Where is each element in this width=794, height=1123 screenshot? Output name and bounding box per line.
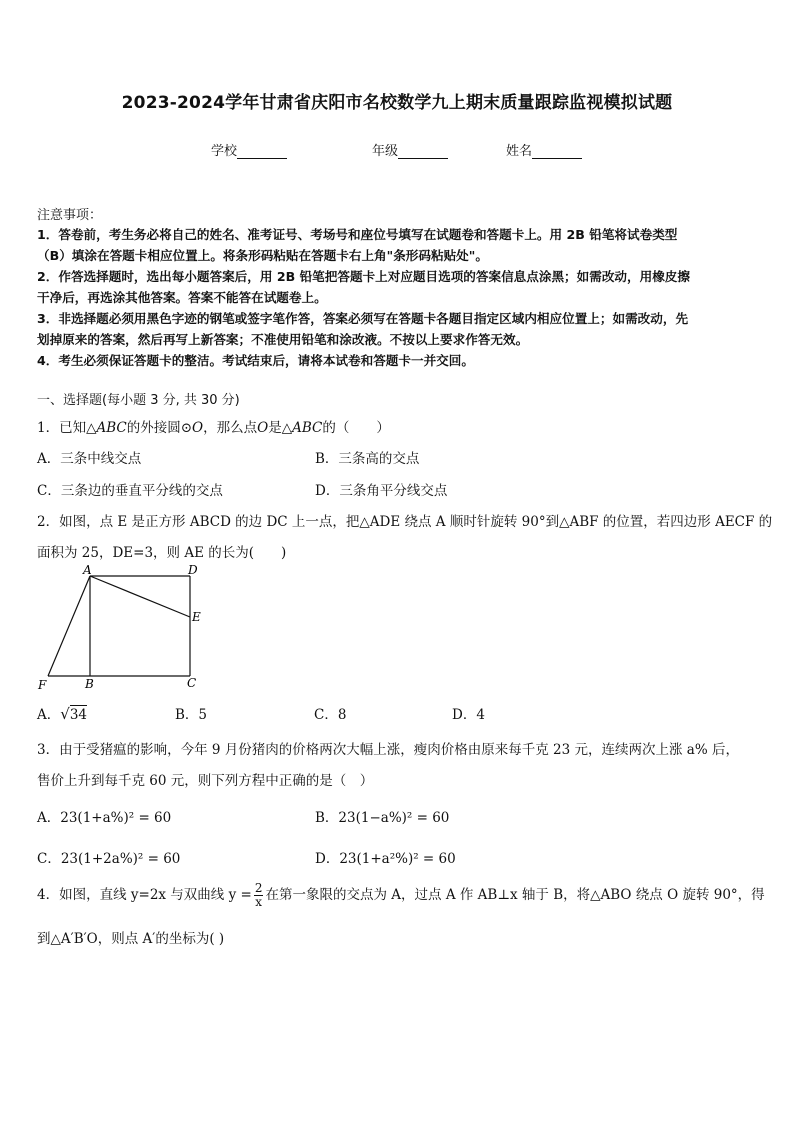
note-line: （B）填涂在答题卡相应位置上。将条形码粘贴在答题卡右上角"条形码粘贴处"。 <box>37 248 488 263</box>
segment-af <box>48 576 90 676</box>
q1-text: ，那么点 <box>203 420 258 436</box>
q1-text: 是 <box>268 420 282 436</box>
q1-text: 的（ ） <box>322 420 390 436</box>
name-label: 姓名 <box>506 144 533 159</box>
label-c: C <box>187 676 197 690</box>
q2-option-d: D．4 <box>452 707 485 723</box>
q2-option-a <box>37 703 87 723</box>
q3-option-b: B．23(1−a%)² = 60 <box>315 810 450 826</box>
q3-option-d: D．23(1+a²%)² = 60 <box>315 851 456 867</box>
q2-figure <box>30 560 210 694</box>
question-1-stem <box>37 416 390 436</box>
school-blank <box>237 145 287 159</box>
note-line: 3．非选择题必须用黑色字迹的钢笔或签字笔作答，答案必须写在答题卡各题目指定区域内相应位置上；如需改动，先 <box>37 311 689 326</box>
label-e: E <box>192 610 201 624</box>
notes-heading: 注意事项： <box>37 208 103 223</box>
q1-triangle: △ABC <box>281 420 323 436</box>
school-field <box>211 140 287 159</box>
q3-option-c: C．23(1+2a%)² = 60 <box>37 851 181 867</box>
q4-text: 4．如图，直线 y=2x 与双曲线 y = <box>37 887 252 903</box>
note-line: 干净后，再选涂其他答案。答案不能答在试题卷上。 <box>37 290 327 305</box>
fraction-2-over-x <box>254 882 264 909</box>
q2-option-a-label: A． <box>37 707 61 723</box>
q2-option-c: C．8 <box>314 707 347 723</box>
note-line: 1．答卷前，考生务必将自己的姓名、准考证号、考场号和座位号填写在试题卷和答题卡上。用 2B 铅笔将试卷类型 <box>37 227 678 242</box>
segment-ae <box>90 576 190 617</box>
q1-text: 1．已知 <box>37 420 87 436</box>
q4-text: 在第一象限的交点为 A，过点 A 作 AB⊥x 轴于 B，将△ABO 绕点 O 旋转 90°，得 <box>265 887 765 903</box>
label-d: D <box>188 563 198 577</box>
note-line: 2．作答选择题时，选出每小题答案后，用 2B 铅笔把答题卡上对应题目选项的答案信息点涂黑；如需改动，用橡皮擦 <box>37 269 690 284</box>
name-field <box>506 140 582 159</box>
grade-label: 年级 <box>372 144 399 159</box>
q1-option-b: B．三条高的交点 <box>315 451 420 467</box>
school-label: 学校 <box>211 144 238 159</box>
label-a: A <box>83 563 92 577</box>
fraction-denominator: x <box>255 895 263 909</box>
question-3-stem-line1: 3．由于受猪瘟的影响，今年 9 月份猪肉的价格两次大幅上涨，瘦肉价格由原来每千克 23 元，连续两次上涨 a% 后， <box>37 742 739 758</box>
sqrt-radicand: 34 <box>69 707 87 723</box>
page-title: 2023-2024学年甘肃省庆阳市名校数学九上期末质量跟踪监视模拟试题 <box>121 93 673 113</box>
grade-field <box>372 140 448 159</box>
fraction-numerator: 2 <box>254 881 263 895</box>
label-f: F <box>38 678 47 692</box>
q1-point-o: O <box>257 420 269 436</box>
q1-option-a: A．三条中线交点 <box>37 451 142 467</box>
question-2-stem-line2: 面积为 25，DE=3，则 AE 的长为( ) <box>37 545 287 561</box>
question-2-stem-line1: 2．如图，点 E 是正方形 ABCD 的边 DC 上一点，把△ADE 绕点 A 顺时针旋转 90°到△ABF 的位置，若四边形 AECF 的 <box>37 514 773 530</box>
name-blank <box>532 145 582 159</box>
label-b: B <box>85 677 94 691</box>
q2-option-b: B．5 <box>175 707 208 723</box>
section-title: 一、选择题(每小题 3 分, 共 30 分) <box>37 393 240 408</box>
q1-circle-o: O <box>192 420 204 436</box>
note-line: 4．考生必须保证答题卡的整洁。考试结束后，请将本试卷和答题卡一并交回。 <box>37 353 474 368</box>
q1-text: 的外接圆⊙ <box>126 420 193 436</box>
q1-option-d: D．三条角平分线交点 <box>315 483 448 499</box>
q3-option-a: A．23(1+a%)² = 60 <box>37 810 172 826</box>
q1-triangle: △ABC <box>86 420 127 436</box>
sqrt-symbol: √ <box>60 705 70 723</box>
question-4-stem-line1 <box>37 882 765 909</box>
note-line: 划掉原来的答案，然后再写上新答案；不准使用铅笔和涂改液。不按以上要求作答无效。 <box>37 332 529 347</box>
question-4-stem-line2: 到△A′B′O，则点 A′的坐标为( ) <box>37 931 225 947</box>
grade-blank <box>398 145 448 159</box>
question-3-stem-line2: 售价上升到每千克 60 元，则下列方程中正确的是（ ） <box>37 773 374 789</box>
q1-option-c: C．三条边的垂直平分线的交点 <box>37 483 223 499</box>
